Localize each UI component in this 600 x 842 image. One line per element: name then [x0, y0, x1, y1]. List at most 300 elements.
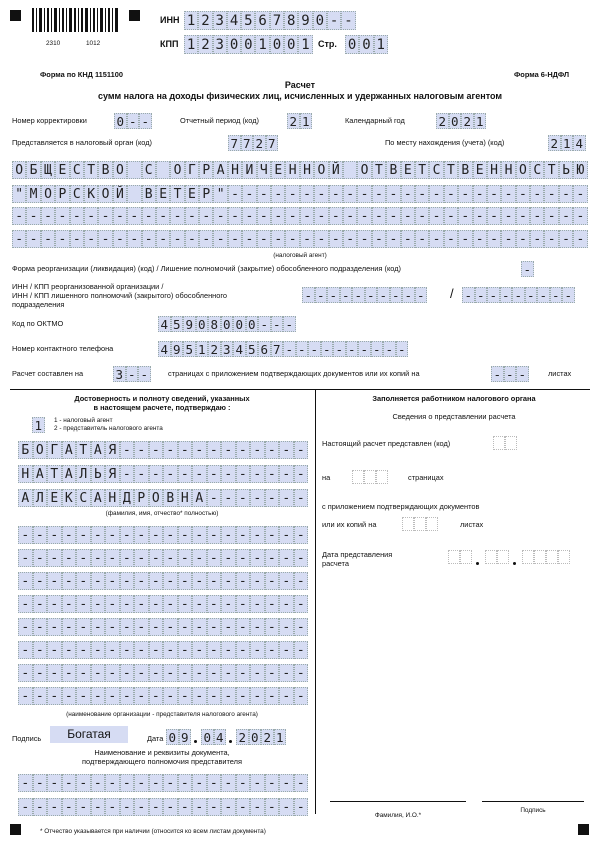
char-cell: 7: [228, 135, 241, 151]
attach-label: с приложением подтверждающих документов: [322, 502, 480, 511]
correction-cells[interactable]: [114, 113, 152, 129]
char-cell: 5: [241, 11, 255, 30]
char-cell: -: [236, 549, 251, 567]
char-cell: 1: [374, 35, 388, 54]
char-cell: -: [76, 572, 91, 590]
char-cell: -: [265, 526, 280, 544]
agent-row-4[interactable]: [12, 230, 588, 248]
char-cell: -: [559, 230, 573, 248]
char-cell: О: [516, 161, 530, 179]
char-cell: 0: [249, 729, 262, 745]
signer-firstname-cells[interactable]: [18, 465, 308, 483]
signer-option-2: 2 - представитель налогового агента: [54, 425, 163, 432]
signer-code-cell[interactable]: [32, 417, 45, 433]
char-cell: Щ: [41, 161, 55, 179]
char-cell: -: [221, 465, 236, 483]
char-cell: -: [562, 287, 575, 303]
char-cell: -: [139, 113, 152, 129]
char-cell: А: [33, 465, 48, 483]
char-cell: -: [192, 618, 207, 636]
char-cell: 7: [270, 11, 284, 30]
char-cell: Н: [228, 161, 242, 179]
char-cell: -: [18, 774, 33, 792]
char-cell: Н: [178, 489, 193, 507]
rep-org-row-5[interactable]: [18, 618, 308, 636]
char-cell: -: [333, 341, 346, 357]
char-cell: -: [163, 526, 178, 544]
signer-patronymic-cells[interactable]: [18, 489, 308, 507]
column-divider: [315, 389, 316, 814]
char-cell: -: [530, 230, 544, 248]
char-cell: -: [300, 207, 314, 225]
char-cell: -: [279, 664, 294, 682]
rep-org-row-8[interactable]: [18, 687, 308, 705]
char-cell: -: [207, 526, 222, 544]
char-cell: Т: [170, 185, 184, 203]
char-cell: Н: [285, 161, 299, 179]
char-cell: -: [271, 316, 284, 332]
char-cell: Т: [76, 441, 91, 459]
char-cell: -: [213, 207, 227, 225]
char-cell: -: [120, 595, 135, 613]
char-cell: -: [279, 441, 294, 459]
char-cell: -: [149, 774, 164, 792]
char-cell: В: [163, 489, 178, 507]
empty-cell: [402, 517, 414, 531]
section-divider: [10, 389, 590, 390]
char-cell: -: [462, 287, 475, 303]
char-cell: -: [279, 465, 294, 483]
reorg-cells[interactable]: [521, 261, 534, 277]
char-cell: -: [178, 774, 193, 792]
char-cell: -: [294, 441, 309, 459]
inspector-sheets-cells[interactable]: [402, 517, 438, 531]
char-cell: -: [134, 618, 149, 636]
submission-month-cells[interactable]: [485, 550, 509, 564]
char-cell: Е: [271, 161, 285, 179]
char-cell: -: [228, 207, 242, 225]
char-cell: 7: [271, 341, 284, 357]
char-cell: -: [163, 572, 178, 590]
char-cell: 4: [158, 341, 171, 357]
char-cell: -: [207, 798, 222, 816]
page-cells[interactable]: [345, 35, 388, 54]
char-cell: -: [105, 572, 120, 590]
kpp-cells[interactable]: [184, 35, 313, 54]
char-cell: -: [250, 664, 265, 682]
char-cell: -: [149, 572, 164, 590]
char-cell: ": [12, 185, 26, 203]
sheets-label: листах: [548, 369, 572, 378]
char-cell: -: [544, 207, 558, 225]
docs-label: страницах с приложением подтверждающих документов или их копий на: [168, 369, 420, 378]
char-cell: -: [573, 185, 587, 203]
rep-org-row-1[interactable]: [18, 526, 308, 544]
char-cell: -: [501, 230, 515, 248]
date-separator: [476, 562, 479, 565]
char-cell: Г: [47, 441, 62, 459]
char-cell: Я: [105, 441, 120, 459]
char-cell: -: [329, 230, 343, 248]
char-cell: -: [18, 664, 33, 682]
char-cell: -: [26, 230, 40, 248]
char-cell: -: [491, 366, 504, 382]
char-cell: -: [250, 526, 265, 544]
char-cell: -: [207, 465, 222, 483]
char-cell: -: [91, 618, 106, 636]
char-cell: -: [271, 207, 285, 225]
char-cell: -: [458, 207, 472, 225]
char-cell: -: [18, 687, 33, 705]
char-cell: -: [178, 465, 193, 483]
char-cell: 1: [196, 341, 209, 357]
char-cell: -: [178, 572, 193, 590]
char-cell: -: [192, 687, 207, 705]
char-cell: -: [550, 287, 563, 303]
char-cell: -: [62, 798, 77, 816]
char-cell: -: [62, 595, 77, 613]
char-cell: -: [120, 526, 135, 544]
char-cell: 9: [183, 316, 196, 332]
char-cell: -: [221, 595, 236, 613]
submission-day-cells[interactable]: [448, 550, 472, 564]
period-cells[interactable]: [287, 113, 312, 129]
char-cell: -: [149, 595, 164, 613]
char-cell: -: [134, 664, 149, 682]
char-cell: Ч: [257, 161, 271, 179]
char-cell: -: [76, 595, 91, 613]
char-cell: -: [250, 774, 265, 792]
char-cell: -: [192, 798, 207, 816]
char-cell: -: [343, 230, 357, 248]
date-separator: [229, 740, 232, 743]
char-cell: -: [300, 185, 314, 203]
signer-surname-cells[interactable]: [18, 441, 308, 459]
inn-label: ИНН: [160, 15, 180, 25]
char-cell: -: [236, 441, 251, 459]
char-cell: 6: [255, 11, 269, 30]
char-cell: В: [142, 185, 156, 203]
char-cell: -: [250, 595, 265, 613]
char-cell: -: [170, 207, 184, 225]
inspector-pages-cells[interactable]: [352, 470, 388, 484]
doc-title-2: подтверждающего полномочия представителя: [82, 757, 242, 766]
char-cell: -: [390, 287, 403, 303]
char-cell: -: [372, 207, 386, 225]
date-day-cells[interactable]: [166, 729, 191, 745]
inn-kpp-label-1: ИНН / КПП реорганизованной организации /: [12, 282, 164, 291]
char-cell: -: [401, 230, 415, 248]
char-cell: -: [91, 572, 106, 590]
char-cell: -: [156, 230, 170, 248]
char-cell: Е: [185, 185, 199, 203]
char-cell: -: [134, 572, 149, 590]
char-cell: -: [62, 618, 77, 636]
char-cell: -: [12, 207, 26, 225]
year-label: Календарный год: [345, 116, 405, 125]
rep-org-row-7[interactable]: [18, 664, 308, 682]
char-cell: -: [91, 774, 106, 792]
char-cell: -: [285, 207, 299, 225]
char-cell: -: [149, 465, 164, 483]
char-cell: Ю: [573, 161, 587, 179]
char-cell: Т: [372, 161, 386, 179]
char-cell: -: [127, 207, 141, 225]
char-cell: -: [163, 549, 178, 567]
char-cell: -: [279, 595, 294, 613]
char-cell: Р: [199, 161, 213, 179]
char-cell: 0: [449, 113, 462, 129]
char-cell: -: [236, 687, 251, 705]
char-cell: -: [265, 489, 280, 507]
empty-cell: [534, 550, 546, 564]
char-cell: -: [258, 316, 271, 332]
char-cell: 0: [166, 729, 179, 745]
char-cell: -: [192, 572, 207, 590]
char-cell: С: [530, 161, 544, 179]
char-cell: -: [500, 287, 513, 303]
submitted-code-label: Настоящий расчет представлен (код): [322, 439, 451, 448]
pages-cells[interactable]: [113, 366, 151, 382]
char-cell: -: [221, 641, 236, 659]
oktmo-label: Код по ОКТМО: [12, 319, 64, 328]
tax-office-cells[interactable]: [228, 135, 278, 151]
char-cell: О: [12, 161, 26, 179]
char-cell: -: [178, 549, 193, 567]
agent-row-3[interactable]: [12, 207, 588, 225]
char-cell: -: [47, 572, 62, 590]
date-month-cells[interactable]: [201, 729, 226, 745]
char-cell: 0: [345, 35, 359, 54]
char-cell: -: [98, 230, 112, 248]
form-subtitle: сумм налога на доходы физических лиц, исчисленных и удержанных налоговым агентом: [97, 91, 503, 101]
char-cell: -: [76, 526, 91, 544]
char-cell: -: [401, 185, 415, 203]
docs-cells[interactable]: [491, 366, 529, 382]
char-cell: -: [341, 11, 355, 30]
char-cell: -: [149, 641, 164, 659]
char-cell: -: [207, 441, 222, 459]
char-cell: -: [429, 207, 443, 225]
char-cell: -: [473, 185, 487, 203]
barcode-code-right: 1012: [86, 40, 101, 47]
char-cell: -: [221, 664, 236, 682]
char-cell: -: [120, 465, 135, 483]
char-cell: -: [33, 572, 48, 590]
char-cell: -: [221, 687, 236, 705]
char-cell: -: [250, 441, 265, 459]
char-cell: О: [314, 161, 328, 179]
location-cells[interactable]: [548, 135, 586, 151]
inn-kpp-label-2: ИНН / КПП лишенного полномочий (закрытого) обособленного: [12, 291, 227, 300]
char-cell: -: [279, 774, 294, 792]
char-cell: 0: [359, 35, 373, 54]
char-cell: 8: [284, 11, 298, 30]
char-cell: Е: [401, 161, 415, 179]
char-cell: -: [134, 549, 149, 567]
form-name: Форма 6-НДФЛ: [514, 70, 570, 79]
char-cell: 3: [221, 341, 234, 357]
char-cell: -: [285, 230, 299, 248]
char-cell: -: [199, 207, 213, 225]
doc-row-2[interactable]: [18, 798, 308, 816]
signature-field[interactable]: Богатая: [50, 726, 128, 743]
char-cell: -: [221, 549, 236, 567]
char-cell: -: [105, 664, 120, 682]
date-year-cells[interactable]: [236, 729, 286, 745]
char-cell: -: [33, 687, 48, 705]
char-cell: -: [294, 641, 309, 659]
char-cell: -: [372, 185, 386, 203]
barcode: [32, 8, 120, 38]
rep-org-row-3[interactable]: [18, 572, 308, 590]
tax-office-label: Представляется в налоговый орган (код): [12, 138, 153, 147]
char-cell: -: [41, 207, 55, 225]
char-cell: Й: [113, 185, 127, 203]
char-cell: -: [386, 185, 400, 203]
char-cell: -: [47, 595, 62, 613]
char-cell: -: [294, 595, 309, 613]
char-cell: 2: [287, 113, 300, 129]
char-cell: -: [33, 526, 48, 544]
char-cell: -: [18, 798, 33, 816]
char-cell: -: [250, 572, 265, 590]
agent-row-1[interactable]: [12, 161, 588, 179]
char-cell: -: [294, 465, 309, 483]
char-cell: -: [163, 595, 178, 613]
char-cell: -: [105, 595, 120, 613]
char-cell: -: [207, 687, 222, 705]
char-cell: -: [134, 687, 149, 705]
char-cell: -: [257, 185, 271, 203]
oktmo-cells[interactable]: [158, 316, 296, 332]
reorg-inn-cells[interactable]: [302, 287, 427, 303]
char-cell: -: [294, 798, 309, 816]
char-cell: -: [559, 185, 573, 203]
char-cell: -: [530, 207, 544, 225]
char-cell: -: [91, 798, 106, 816]
char-cell: -: [76, 774, 91, 792]
agent-caption: (налоговый агент): [273, 252, 327, 259]
char-cell: -: [386, 207, 400, 225]
char-cell: 0: [284, 35, 298, 54]
empty-cell: [505, 436, 517, 450]
char-cell: -: [365, 287, 378, 303]
char-cell: -: [76, 687, 91, 705]
sign-line: [482, 801, 584, 802]
rep-org-row-4[interactable]: [18, 595, 308, 613]
page-label: Стр.: [318, 39, 337, 49]
year-cells[interactable]: [436, 113, 486, 129]
char-cell: -: [228, 230, 242, 248]
char-cell: -: [178, 526, 193, 544]
inspector-sheets-label: листах: [460, 520, 484, 529]
char-cell: О: [113, 161, 127, 179]
char-cell: -: [134, 641, 149, 659]
char-cell: Б: [18, 441, 33, 459]
char-cell: -: [221, 441, 236, 459]
char-cell: Ь: [559, 161, 573, 179]
char-cell: О: [357, 161, 371, 179]
char-cell: -: [294, 774, 309, 792]
char-cell: Д: [120, 489, 135, 507]
char-cell: Й: [329, 161, 343, 179]
char-cell: -: [294, 526, 309, 544]
char-cell: -: [242, 207, 256, 225]
char-cell: 7: [266, 135, 279, 151]
submission-year-cells[interactable]: [522, 550, 570, 564]
char-cell: -: [149, 664, 164, 682]
char-cell: -: [294, 549, 309, 567]
char-cell: -: [91, 664, 106, 682]
char-cell: ": [213, 185, 227, 203]
char-cell: Н: [105, 489, 120, 507]
char-cell: 4: [158, 316, 171, 332]
char-cell: 2: [461, 113, 474, 129]
char-cell: -: [415, 287, 428, 303]
inn-cells[interactable]: [184, 11, 356, 30]
char-cell: -: [207, 664, 222, 682]
char-cell: -: [302, 287, 315, 303]
char-cell: -: [358, 341, 371, 357]
phone-cells[interactable]: [158, 341, 408, 357]
empty-cell: [460, 550, 472, 564]
char-cell: -: [573, 207, 587, 225]
char-cell: -: [271, 185, 285, 203]
char-cell: -: [33, 798, 48, 816]
char-cell: -: [383, 341, 396, 357]
char-cell: [156, 161, 170, 179]
char-cell: -: [340, 287, 353, 303]
char-cell: 0: [114, 113, 127, 129]
corner-marker-tr: [129, 10, 140, 21]
reorg-kpp-cells[interactable]: [462, 287, 575, 303]
rep-org-row-2[interactable]: [18, 549, 308, 567]
char-cell: -: [559, 207, 573, 225]
submitted-code-cells[interactable]: [493, 436, 517, 450]
corner-marker-br: [578, 824, 589, 835]
char-cell: -: [221, 572, 236, 590]
char-cell: Ь: [91, 465, 106, 483]
barcode-code-left: 2310: [46, 40, 61, 47]
agent-row-2[interactable]: [12, 185, 588, 203]
empty-cell: [376, 470, 388, 484]
char-cell: -: [250, 489, 265, 507]
char-cell: О: [149, 489, 164, 507]
char-cell: -: [33, 664, 48, 682]
reorg-slash: /: [450, 286, 454, 301]
doc-row-1[interactable]: [18, 774, 308, 792]
char-cell: -: [221, 526, 236, 544]
char-cell: -: [357, 207, 371, 225]
char-cell: -: [296, 341, 309, 357]
char-cell: -: [120, 549, 135, 567]
char-cell: -: [41, 230, 55, 248]
rep-org-row-6[interactable]: [18, 641, 308, 659]
char-cell: -: [242, 230, 256, 248]
char-cell: -: [487, 207, 501, 225]
corner-marker-bl: [10, 824, 21, 835]
char-cell: -: [91, 549, 106, 567]
char-cell: -: [415, 185, 429, 203]
char-cell: -: [76, 798, 91, 816]
char-cell: -: [242, 185, 256, 203]
char-cell: -: [207, 641, 222, 659]
empty-cell: [352, 470, 364, 484]
char-cell: -: [377, 287, 390, 303]
char-cell: -: [285, 185, 299, 203]
char-cell: -: [228, 185, 242, 203]
